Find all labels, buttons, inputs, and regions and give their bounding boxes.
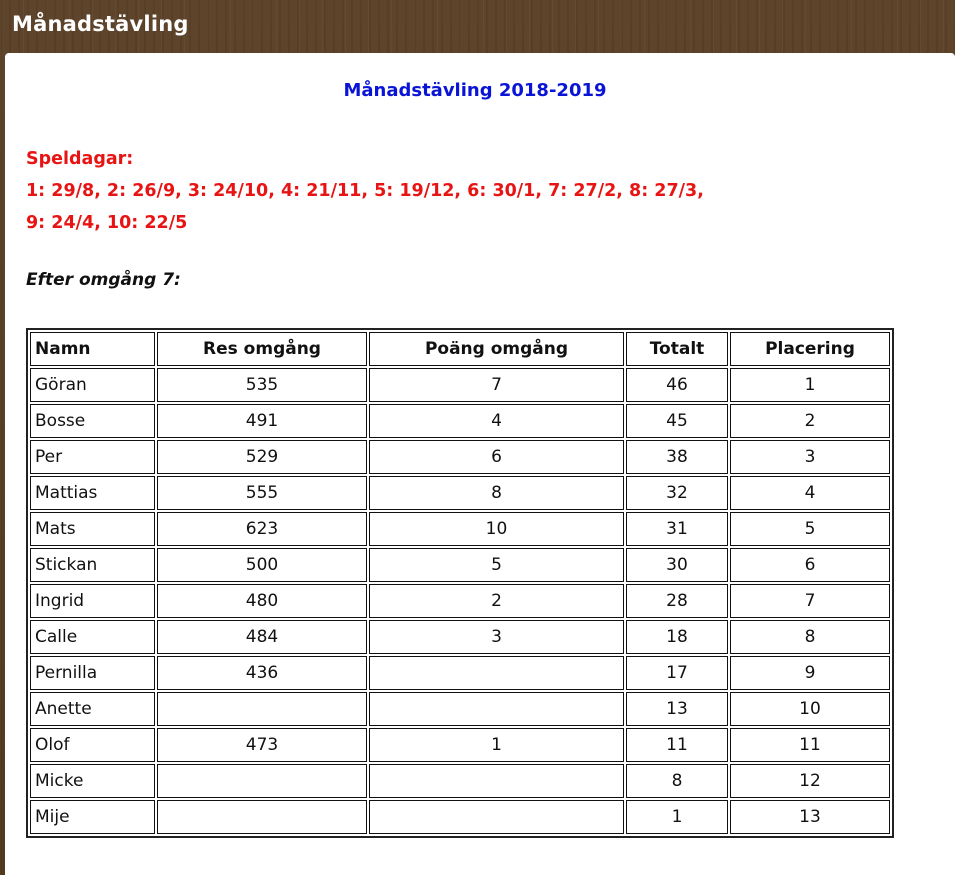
cell-namn: Pernilla	[30, 656, 155, 690]
cell-res-omgang: 436	[157, 656, 367, 690]
cell-res-omgang	[157, 800, 367, 834]
cell-namn: Bosse	[30, 404, 155, 438]
table-row	[30, 800, 890, 834]
cell-poang-omgang: 4	[369, 404, 624, 438]
cell-totalt: 1	[626, 800, 728, 834]
cell-namn: Anette	[30, 692, 155, 726]
cell-namn: Göran	[30, 368, 155, 402]
cell-poang-omgang: 10	[369, 512, 624, 546]
cell-namn: Mattias	[30, 476, 155, 510]
cell-totalt: 17	[626, 656, 728, 690]
cell-namn: Per	[30, 440, 155, 474]
results-body	[30, 368, 890, 834]
cell-namn: Mats	[30, 512, 155, 546]
cell-placering: 4	[730, 476, 890, 510]
cell-poang-omgang: 2	[369, 584, 624, 618]
cell-placering: 9	[730, 656, 890, 690]
cell-poang-omgang	[369, 800, 624, 834]
cell-placering: 11	[730, 728, 890, 762]
content-panel	[5, 53, 955, 875]
cell-totalt: 28	[626, 584, 728, 618]
cell-placering: 10	[730, 692, 890, 726]
table-row	[30, 404, 890, 438]
cell-totalt: 13	[626, 692, 728, 726]
page-header	[0, 0, 955, 52]
cell-totalt: 31	[626, 512, 728, 546]
table-row	[30, 656, 890, 690]
cell-namn: Calle	[30, 620, 155, 654]
cell-placering: 7	[730, 584, 890, 618]
cell-namn: Micke	[30, 764, 155, 798]
cell-res-omgang	[157, 764, 367, 798]
header-poang-omgang: Poäng omgång	[369, 332, 624, 366]
cell-totalt: 30	[626, 548, 728, 582]
cell-totalt: 32	[626, 476, 728, 510]
header-title: Månadstävling	[12, 12, 189, 36]
cell-res-omgang	[157, 692, 367, 726]
header-namn: Namn	[30, 332, 155, 366]
table-row	[30, 476, 890, 510]
cell-poang-omgang: 6	[369, 440, 624, 474]
results-table	[26, 328, 894, 838]
cell-res-omgang: 555	[157, 476, 367, 510]
cell-totalt: 38	[626, 440, 728, 474]
cell-namn: Olof	[30, 728, 155, 762]
cell-totalt: 45	[626, 404, 728, 438]
table-row	[30, 728, 890, 762]
cell-poang-omgang: 5	[369, 548, 624, 582]
cell-totalt: 11	[626, 728, 728, 762]
cell-placering: 6	[730, 548, 890, 582]
cell-placering: 5	[730, 512, 890, 546]
round-status: Efter omgång 7:	[26, 270, 181, 290]
table-row	[30, 692, 890, 726]
cell-res-omgang: 484	[157, 620, 367, 654]
speldagar-label: Speldagar:	[26, 149, 134, 169]
cell-placering: 2	[730, 404, 890, 438]
table-row	[30, 440, 890, 474]
speldagar-dates-line-2: 9: 24/4, 10: 22/5	[26, 213, 188, 233]
table-row	[30, 764, 890, 798]
cell-namn: Stickan	[30, 548, 155, 582]
header-totalt: Totalt	[626, 332, 728, 366]
cell-placering: 1	[730, 368, 890, 402]
competition-title: Månadstävling 2018-2019	[343, 80, 607, 101]
table-row	[30, 368, 890, 402]
cell-poang-omgang	[369, 692, 624, 726]
cell-res-omgang: 500	[157, 548, 367, 582]
cell-poang-omgang: 7	[369, 368, 624, 402]
speldagar-dates-line-1: 1: 29/8, 2: 26/9, 3: 24/10, 4: 21/11, 5: 19/12, 6: 30/1, 7: 27/2, 8: 27/3,	[26, 181, 704, 201]
table-header-row	[30, 332, 890, 366]
header-placering: Placering	[730, 332, 890, 366]
speldagar-block	[26, 143, 704, 239]
cell-totalt: 18	[626, 620, 728, 654]
cell-placering: 13	[730, 800, 890, 834]
cell-res-omgang: 535	[157, 368, 367, 402]
cell-res-omgang: 480	[157, 584, 367, 618]
cell-placering: 8	[730, 620, 890, 654]
cell-placering: 3	[730, 440, 890, 474]
cell-poang-omgang	[369, 656, 624, 690]
cell-poang-omgang: 8	[369, 476, 624, 510]
table-row	[30, 584, 890, 618]
table-row	[30, 548, 890, 582]
cell-res-omgang: 623	[157, 512, 367, 546]
cell-namn: Mije	[30, 800, 155, 834]
cell-poang-omgang: 1	[369, 728, 624, 762]
cell-res-omgang: 491	[157, 404, 367, 438]
cell-totalt: 46	[626, 368, 728, 402]
cell-placering: 12	[730, 764, 890, 798]
cell-totalt: 8	[626, 764, 728, 798]
table-row	[30, 620, 890, 654]
cell-res-omgang: 473	[157, 728, 367, 762]
cell-poang-omgang: 3	[369, 620, 624, 654]
table-row	[30, 512, 890, 546]
cell-res-omgang: 529	[157, 440, 367, 474]
cell-namn: Ingrid	[30, 584, 155, 618]
header-res-omgang: Res omgång	[157, 332, 367, 366]
cell-poang-omgang	[369, 764, 624, 798]
